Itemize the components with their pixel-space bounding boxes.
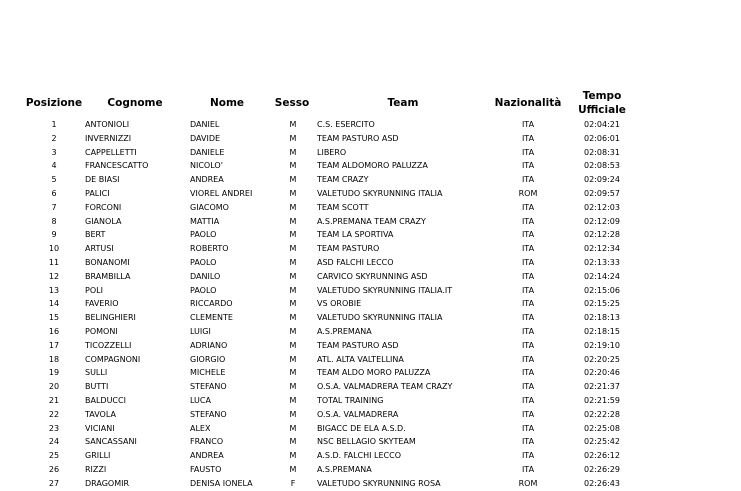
name-cell: DENISA IONELA (190, 478, 253, 488)
sex-cell: M (289, 120, 297, 129)
header-nome: Nome (209, 97, 245, 109)
name-cell: GIACOMO (190, 202, 229, 212)
team-cell: VALETUDO SKYRUNNING ITALIA (317, 313, 443, 323)
name-cell: ALEX (190, 423, 211, 433)
surname-cell: FRANCESCATTO (85, 161, 149, 171)
table-row (0, 311, 741, 325)
header-tempo-line2: Ufficiale (578, 104, 626, 116)
surname-cell: BELINGHIERI (85, 313, 136, 323)
nationality-cell: ITA (521, 299, 535, 309)
team-cell: TEAM ALDOMORO PALUZZA (317, 161, 428, 171)
team-cell: A.S.D. FALCHI LECCO (317, 451, 402, 461)
time-cell: 02:12:09 (584, 216, 620, 226)
nationality-cell: ROM (518, 478, 538, 488)
sex-cell: F (290, 478, 296, 488)
table-row (0, 449, 741, 463)
name-cell: FRANCO (190, 437, 224, 447)
name-cell: ANDREA (190, 451, 224, 461)
team-cell: LIBERO (317, 147, 347, 157)
team-cell: O.S.A. VALMADRERA TEAM CRAZY (317, 382, 453, 392)
time-cell: 02:20:46 (584, 368, 620, 378)
name-cell: GIORGIO (190, 354, 226, 364)
sex-cell: M (289, 257, 297, 267)
team-cell: VALETUDO SKYRUNNING ITALIA.IT (317, 285, 453, 295)
nationality-cell: ROM (518, 188, 538, 198)
position-cell: 5 (51, 175, 57, 185)
name-cell: DANILO (190, 271, 221, 281)
nationality-cell: ITA (521, 147, 535, 157)
time-cell: 02:26:29 (584, 464, 620, 474)
nationality-cell: ITA (521, 326, 535, 336)
time-cell: 02:26:12 (584, 451, 620, 461)
surname-cell: TICOZZELLI (85, 340, 132, 350)
table-row (0, 380, 741, 394)
table-row (0, 422, 741, 436)
position-cell: 12 (48, 271, 60, 281)
table-row (0, 325, 741, 339)
team-cell: CARVICO SKYRUNNING ASD (317, 271, 428, 281)
team-cell: VALETUDO SKYRUNNING ROSA (317, 478, 441, 488)
table-row (0, 215, 741, 229)
nationality-cell: ITA (521, 161, 535, 171)
name-cell: ANDREA (190, 175, 224, 185)
surname-cell: COMPAGNONI (85, 354, 141, 364)
name-cell: PAOLO (190, 257, 217, 267)
position-cell: 17 (48, 340, 60, 350)
surname-cell: DRAGOMIR (85, 478, 130, 488)
team-cell: TEAM PASTURO (317, 244, 380, 254)
nationality-cell: ITA (521, 175, 535, 185)
time-cell: 02:21:37 (584, 382, 620, 392)
surname-cell: SANCASSANI (85, 437, 137, 447)
table-row (0, 242, 741, 256)
sex-cell: M (289, 409, 297, 419)
name-cell: LUCA (190, 395, 211, 405)
table-row (0, 270, 741, 284)
sex-cell: M (289, 175, 297, 185)
name-cell: FAUSTO (190, 464, 222, 474)
name-cell: DAVIDE (190, 133, 221, 143)
time-cell: 02:15:06 (584, 285, 620, 295)
position-cell: 27 (48, 478, 60, 488)
position-cell: 20 (48, 382, 60, 392)
nationality-cell: ITA (521, 437, 535, 447)
sex-cell: M (289, 285, 297, 295)
surname-cell: FAVERIO (85, 299, 119, 309)
team-cell: A.S.PREMANA (317, 326, 372, 336)
position-cell: 3 (51, 147, 57, 157)
position-cell: 24 (48, 437, 60, 447)
surname-cell: GRILLI (85, 451, 111, 461)
sex-cell: M (289, 147, 297, 157)
position-cell: 7 (51, 202, 57, 212)
nationality-cell: ITA (521, 340, 535, 350)
team-cell: TEAM PASTURO ASD (317, 340, 399, 350)
team-cell: A.S.PREMANA (317, 464, 372, 474)
name-cell: STEFANO (190, 409, 227, 419)
name-cell: NICOLO' (190, 161, 223, 171)
sex-cell: M (289, 299, 297, 309)
sex-cell: M (289, 230, 297, 240)
sex-cell: M (289, 326, 297, 336)
results-table (0, 118, 741, 491)
time-cell: 02:22:28 (584, 409, 620, 419)
team-cell: TEAM LA SPORTIVA (317, 230, 394, 240)
time-cell: 02:21:59 (584, 395, 620, 405)
position-cell: 25 (48, 451, 60, 461)
header-team: Team (387, 97, 419, 109)
nationality-cell: ITA (521, 464, 535, 474)
nationality-cell: ITA (521, 202, 535, 212)
table-row (0, 339, 741, 353)
table-row (0, 463, 741, 477)
name-cell: LUIGI (190, 326, 211, 336)
position-cell: 23 (48, 423, 60, 433)
team-cell: TOTAL TRAINING (317, 395, 384, 405)
position-cell: 21 (48, 395, 60, 405)
position-cell: 26 (48, 464, 60, 474)
team-cell: BIGACC DE ELA A.S.D. (317, 423, 406, 433)
name-cell: MICHELE (190, 368, 226, 378)
table-row (0, 477, 741, 491)
sex-cell: M (289, 437, 297, 447)
nationality-cell: ITA (521, 423, 535, 433)
surname-cell: BONANOMI (85, 257, 130, 267)
nationality-cell: ITA (521, 244, 535, 254)
nationality-cell: ITA (521, 368, 535, 378)
time-cell: 02:15:25 (584, 299, 620, 309)
table-row (0, 366, 741, 380)
team-cell: TEAM ALDO MORO PALUZZA (317, 368, 431, 378)
position-cell: 22 (48, 409, 60, 419)
position-cell: 15 (48, 313, 60, 323)
nationality-cell: ITA (521, 451, 535, 461)
nationality-cell: ITA (521, 216, 535, 226)
team-cell: ASD FALCHI LECCO (317, 257, 394, 267)
table-row (0, 228, 741, 242)
position-cell: 9 (51, 230, 57, 240)
team-cell: ATL. ALTA VALTELLINA (317, 354, 404, 364)
sex-cell: M (289, 188, 297, 198)
sex-cell: M (289, 382, 297, 392)
name-cell: MATTIA (190, 216, 220, 226)
surname-cell: DE BIASI (85, 175, 120, 185)
team-cell: VS OROBIE (317, 299, 362, 309)
surname-cell: VICIANI (85, 423, 115, 433)
team-cell: NSC BELLAGIO SKYTEAM (317, 437, 416, 447)
name-cell: PAOLO (190, 285, 217, 295)
sex-cell: M (289, 354, 297, 364)
sex-cell: M (289, 395, 297, 405)
team-cell: TEAM CRAZY (317, 175, 369, 185)
position-cell: 10 (48, 244, 60, 254)
name-cell: DANIEL (190, 120, 220, 129)
nationality-cell: ITA (521, 409, 535, 419)
name-cell: ROBERTO (190, 244, 229, 254)
table-row (0, 187, 741, 201)
position-cell: 11 (48, 257, 60, 267)
position-cell: 13 (48, 285, 60, 295)
table-row (0, 159, 741, 173)
name-cell: VIOREL ANDREI (190, 188, 253, 198)
nationality-cell: ITA (521, 285, 535, 295)
table-row (0, 394, 741, 408)
team-cell: A.S.PREMANA TEAM CRAZY (317, 216, 426, 226)
header-posizione: Posizione (25, 97, 83, 109)
nationality-cell: ITA (521, 271, 535, 281)
position-cell: 6 (51, 188, 57, 198)
time-cell: 02:08:31 (584, 147, 620, 157)
time-cell: 02:18:15 (584, 326, 620, 336)
nationality-cell: ITA (521, 230, 535, 240)
sex-cell: M (289, 161, 297, 171)
table-row (0, 118, 741, 132)
sex-cell: M (289, 451, 297, 461)
nationality-cell: ITA (521, 382, 535, 392)
time-cell: 02:06:01 (584, 133, 620, 143)
table-row (0, 353, 741, 367)
sex-cell: M (289, 368, 297, 378)
surname-cell: INVERNIZZI (85, 133, 132, 143)
position-cell: 16 (48, 326, 60, 336)
surname-cell: SULLI (85, 368, 108, 378)
time-cell: 02:12:34 (584, 244, 620, 254)
name-cell: PAOLO (190, 230, 217, 240)
table-row (0, 284, 741, 298)
time-cell: 02:08:53 (584, 161, 620, 171)
surname-cell: CAPPELLETTI (85, 147, 137, 157)
sex-cell: M (289, 423, 297, 433)
surname-cell: POLI (85, 285, 103, 295)
header-tempo-line1: Tempo (582, 90, 622, 102)
table-row (0, 256, 741, 270)
position-cell: 19 (48, 368, 60, 378)
surname-cell: GIANOLA (85, 216, 122, 226)
team-cell: TEAM SCOTT (317, 202, 369, 212)
position-cell: 18 (48, 354, 60, 364)
team-cell: TEAM PASTURO ASD (317, 133, 399, 143)
sex-cell: M (289, 271, 297, 281)
nationality-cell: ITA (521, 395, 535, 405)
team-cell: O.S.A. VALMADRERA (317, 409, 399, 419)
time-cell: 02:09:57 (584, 188, 620, 198)
position-cell: 14 (48, 299, 60, 309)
time-cell: 02:09:24 (584, 175, 620, 185)
position-cell: 4 (51, 161, 57, 171)
time-cell: 02:14:24 (584, 271, 620, 281)
table-row (0, 201, 741, 215)
name-cell: RICCARDO (190, 299, 233, 309)
name-cell: CLEMENTE (190, 313, 233, 323)
surname-cell: BERT (85, 230, 106, 240)
time-cell: 02:25:08 (584, 423, 620, 433)
time-cell: 02:26:43 (584, 478, 620, 488)
time-cell: 02:20:25 (584, 354, 620, 364)
time-cell: 02:12:03 (584, 202, 620, 212)
sex-cell: M (289, 340, 297, 350)
position-cell: 2 (51, 133, 57, 143)
surname-cell: ANTONIOLI (85, 120, 130, 129)
sex-cell: M (289, 244, 297, 254)
surname-cell: BRAMBILLA (85, 271, 131, 281)
time-cell: 02:19:10 (584, 340, 620, 350)
table-row (0, 408, 741, 422)
surname-cell: RIZZI (85, 464, 107, 474)
time-cell: 02:13:33 (584, 257, 620, 267)
nationality-cell: ITA (521, 257, 535, 267)
team-cell: VALETUDO SKYRUNNING ITALIA (317, 188, 443, 198)
position-cell: 8 (51, 216, 57, 226)
surname-cell: TAVOLA (85, 409, 116, 419)
team-cell: C.S. ESERCITO (317, 120, 375, 129)
header-sesso: Sesso (274, 97, 310, 109)
surname-cell: BALDUCCI (85, 395, 126, 405)
name-cell: STEFANO (190, 382, 227, 392)
table-row (0, 132, 741, 146)
name-cell: ADRIANO (190, 340, 228, 350)
surname-cell: ARTUSI (85, 244, 114, 254)
time-cell: 02:18:13 (584, 313, 620, 323)
surname-cell: PALICI (85, 188, 110, 198)
header-nazionalita: Nazionalità (494, 97, 562, 109)
sex-cell: M (289, 464, 297, 474)
sex-cell: M (289, 216, 297, 226)
position-cell: 1 (51, 120, 57, 129)
surname-cell: BUTTI (85, 382, 109, 392)
nationality-cell: ITA (521, 120, 535, 129)
header-cognome: Cognome (107, 97, 163, 109)
nationality-cell: ITA (521, 354, 535, 364)
table-row (0, 435, 741, 449)
time-cell: 02:04:21 (584, 120, 620, 129)
sex-cell: M (289, 202, 297, 212)
time-cell: 02:25:42 (584, 437, 620, 447)
table-row (0, 297, 741, 311)
sex-cell: M (289, 133, 297, 143)
surname-cell: POMONI (85, 326, 118, 336)
surname-cell: FORCONI (85, 202, 122, 212)
nationality-cell: ITA (521, 133, 535, 143)
nationality-cell: ITA (521, 313, 535, 323)
table-row (0, 173, 741, 187)
name-cell: DANIELE (190, 147, 225, 157)
sex-cell: M (289, 313, 297, 323)
table-row (0, 146, 741, 160)
time-cell: 02:12:28 (584, 230, 620, 240)
